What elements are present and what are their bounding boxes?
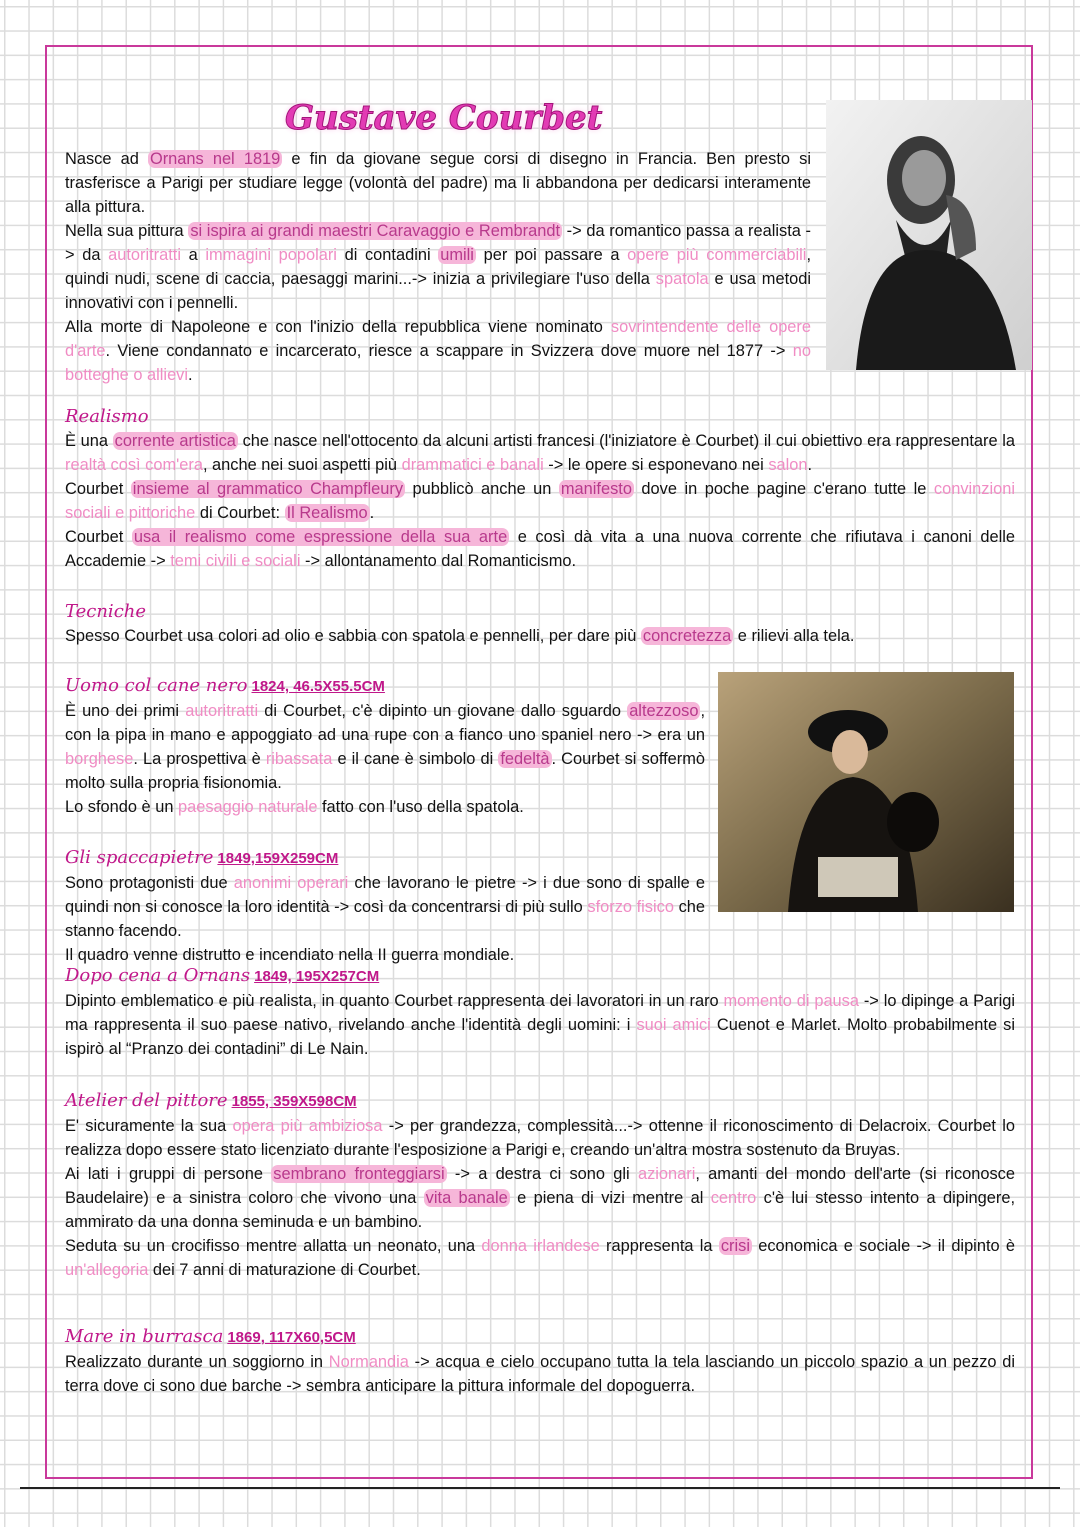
section-heading bbox=[65, 600, 1015, 624]
body-text: e rilievi alla tela. bbox=[733, 627, 855, 645]
pink-keyword: autoritratti bbox=[185, 702, 259, 720]
body-text: economica e sociale -> il dipinto è bbox=[751, 1237, 1016, 1255]
paragraph bbox=[65, 871, 705, 943]
body-text: -> allontanamento dal Romanticismo. bbox=[300, 552, 577, 570]
body-text: Sono protagonisti due bbox=[65, 874, 234, 892]
artwork-date-size: 1849,159X259CM bbox=[217, 850, 339, 867]
pink-keyword: salon bbox=[768, 456, 808, 474]
body-text: Seduta su un crocifisso mentre allatta un neonato, una bbox=[65, 1237, 482, 1255]
section-title: Mare in burrasca bbox=[65, 1326, 224, 1347]
artwork-date-size: 1849, 195X257CM bbox=[254, 968, 380, 985]
body-text: È una bbox=[65, 432, 113, 450]
highlighted-text: manifesto bbox=[560, 480, 632, 498]
pink-keyword: immagini popolari bbox=[205, 246, 337, 264]
section-title: Tecniche bbox=[65, 601, 147, 622]
highlighted-text: usa il realismo come espressione della sua arte bbox=[133, 528, 508, 546]
pink-keyword: sovrintendente delle opere d'arte bbox=[65, 318, 811, 360]
body-text: a bbox=[180, 246, 206, 264]
body-text: c'è lui stesso intento a dipingere, ammirato da una donna seminuda e un bambino. bbox=[65, 1189, 1015, 1231]
pink-keyword: un'allegoria bbox=[65, 1261, 149, 1279]
section-heading bbox=[65, 964, 1015, 989]
highlighted-text: crisi bbox=[720, 1237, 750, 1255]
body-text: , quindi nudi, scene di caccia, paesaggi marini...-> inizia a privilegiare l'uso della bbox=[65, 246, 811, 288]
highlighted-text: corrente artistica bbox=[114, 432, 236, 450]
body-text: Spesso Courbet usa colori ad olio e sabbia con spatola e pennelli, per dare più bbox=[65, 627, 641, 645]
pink-keyword: realtà così com'era bbox=[65, 456, 203, 474]
paragraph bbox=[65, 989, 1015, 1061]
section-title: Realismo bbox=[65, 406, 149, 427]
pink-keyword: temi civili e sociali bbox=[170, 552, 301, 570]
body-text: Nella sua pittura bbox=[65, 222, 189, 240]
body-text: -> a destra ci sono gli bbox=[446, 1165, 638, 1183]
highlighted-text: vita banale bbox=[425, 1189, 508, 1207]
paragraph bbox=[65, 429, 1015, 477]
highlighted-text: altezzoso bbox=[629, 702, 699, 720]
pink-keyword: opera più ambiziosa bbox=[232, 1117, 383, 1135]
body-text: per poi passare a bbox=[475, 246, 628, 264]
body-text: . bbox=[369, 504, 375, 522]
pink-keyword: suoi amici bbox=[636, 1016, 711, 1034]
body-text: dei 7 anni di maturazione di Courbet. bbox=[148, 1261, 421, 1279]
body-text: . bbox=[807, 456, 813, 474]
body-text: e così dà vita a una nuova corrente che rifiutava i canoni delle Accademie -> bbox=[65, 528, 1015, 570]
pink-keyword: autoritratti bbox=[108, 246, 181, 264]
body-text: Alla morte di Napoleone e con l'inizio della repubblica viene nominato bbox=[65, 318, 611, 336]
artwork-date-size: 1869, 117X60,5CM bbox=[227, 1329, 356, 1346]
pink-keyword: Normandia bbox=[328, 1353, 409, 1371]
paragraph bbox=[65, 525, 1015, 573]
body-text: È uno dei primi bbox=[65, 702, 186, 720]
pink-keyword: azionari bbox=[637, 1165, 696, 1183]
section-heading bbox=[65, 674, 705, 699]
section-mare-in-burrasca bbox=[65, 1325, 1015, 1398]
section-title: Dopo cena a Ornans bbox=[65, 965, 251, 986]
body-text: di Courbet, c'è dipinto un giovane dallo sguardo bbox=[258, 702, 628, 720]
paragraph bbox=[65, 477, 1015, 525]
pink-keyword: no botteghe o allievi bbox=[65, 342, 811, 384]
pink-keyword: sforzo fisico bbox=[587, 898, 674, 916]
body-text: e fin da giovane segue corsi di disegno in Francia. Ben presto si trasferisce a Parigi per studiare legge (volontà del padre) ma li abbandona per dedicarsi interamente alla pittura. bbox=[65, 150, 811, 216]
artwork-date-size: 1824, 46.5X55.5CM bbox=[251, 678, 385, 695]
paragraph bbox=[65, 624, 1015, 648]
body-text: -> lo dipinge a Parigi ma rappresenta il suo paese nativo, rivelando anche l'identità degli uomini: i bbox=[65, 992, 1015, 1034]
body-text: Cuenot e Marlet. Molto probabilmente si ispirò al “Pranzo dei contadini” di Le Nain. bbox=[65, 1016, 1015, 1058]
pink-keyword: ribassata bbox=[265, 750, 333, 768]
body-text: di Courbet: bbox=[195, 504, 285, 522]
paragraph bbox=[65, 1162, 1015, 1234]
divider bbox=[20, 1487, 1060, 1489]
section-title: Gli spaccapietre bbox=[65, 847, 214, 868]
paragraph bbox=[65, 219, 811, 315]
body-text: . Viene condannato e incarcerato, riesce a scappare in Svizzera dove muore nel 1877 -> bbox=[105, 342, 793, 360]
section-heading bbox=[65, 1325, 1015, 1350]
section-heading bbox=[65, 405, 1015, 429]
paragraph bbox=[65, 1114, 1015, 1162]
body-text: -> le opere si esponevano nei bbox=[543, 456, 769, 474]
body-text: , con la pipa in mano e appoggiato ad una rupe con a fianco uno spaniel nero -> era un bbox=[65, 702, 705, 744]
courbet-portrait-image bbox=[826, 100, 1032, 370]
intro-section bbox=[65, 147, 811, 387]
pink-keyword: paesaggio naturale bbox=[178, 798, 318, 816]
pink-keyword: opere più commerciabili bbox=[627, 246, 807, 264]
body-text: che stanno facendo. bbox=[65, 898, 706, 940]
highlighted-text: umili bbox=[440, 246, 474, 264]
uomo-col-cane-nero-painting bbox=[718, 672, 1014, 912]
body-text: -> per grandezza, complessità...-> ottenne il riconoscimento di Delacroix. Courbet lo realizza dopo essere stato licenziato durante l'esposizione a Parigi e, creando un'altra mostra sostenuto da Bruyas. bbox=[65, 1117, 1015, 1159]
pink-keyword: donna irlandese bbox=[481, 1237, 600, 1255]
body-text: Courbet bbox=[65, 528, 132, 546]
body-text: . Courbet si soffermò molto sulla propria fisionomia. bbox=[65, 750, 705, 792]
body-text: fatto con l'uso della spatola. bbox=[317, 798, 524, 816]
section-gli-spaccapietre bbox=[65, 846, 705, 967]
paragraph bbox=[65, 1234, 1015, 1282]
section-dopo-cena-a-ornans bbox=[65, 964, 1015, 1061]
body-text: che lavorano le pietre -> i due sono di spalle e quindi non si conosce la loro identità -> così da concentrarsi di più sullo bbox=[65, 874, 705, 916]
body-text: Lo sfondo è un bbox=[65, 798, 179, 816]
highlighted-text: si ispira ai grandi maestri Caravaggio e Rembrandt bbox=[190, 222, 560, 240]
body-text: e piena di vizi mentre al bbox=[509, 1189, 711, 1207]
section-heading bbox=[65, 1089, 1015, 1114]
body-text: Realizzato durante un soggiorno in bbox=[65, 1353, 329, 1371]
body-text: Ai lati i gruppi di persone bbox=[65, 1165, 272, 1183]
body-text: rappresenta la bbox=[599, 1237, 719, 1255]
highlighted-text: concretezza bbox=[642, 627, 732, 645]
pink-keyword: anonimi operari bbox=[233, 874, 349, 892]
paragraph bbox=[65, 699, 705, 795]
highlighted-text: sembrano fronteggiarsi bbox=[273, 1165, 445, 1183]
section-tecniche bbox=[65, 600, 1015, 648]
highlighted-text: insieme al grammatico Champfleury bbox=[132, 480, 404, 498]
pink-keyword: momento di pausa bbox=[723, 992, 859, 1010]
body-text: . bbox=[188, 366, 193, 384]
artwork-date-size: 1855, 359X598CM bbox=[231, 1093, 357, 1110]
body-text: , anche nei suoi aspetti più bbox=[202, 456, 402, 474]
body-text: e il cane è simbolo di bbox=[332, 750, 499, 768]
body-text: Courbet bbox=[65, 480, 131, 498]
body-text: Dipinto emblematico e più realista, in quanto Courbet rappresenta dei lavoratori in un raro bbox=[65, 992, 724, 1010]
pink-keyword: drammatici e banali bbox=[401, 456, 544, 474]
body-text: -> acqua e cielo occupano tutta la tela lasciando un piccolo spazio a un pezzo di terra dove ci sono due barche -> sembra anticipare la pittura informale del dopoguerra. bbox=[65, 1353, 1015, 1395]
highlighted-text: Il Realismo bbox=[286, 504, 368, 522]
paragraph bbox=[65, 795, 705, 819]
pink-keyword: spatola bbox=[655, 270, 709, 288]
section-atelier-del-pittore bbox=[65, 1089, 1015, 1282]
section-uomo-col-cane-nero bbox=[65, 674, 705, 819]
section-heading bbox=[65, 846, 705, 871]
body-text: e usa metodi innovativi con i pennelli. bbox=[65, 270, 812, 312]
paragraph bbox=[65, 315, 811, 387]
body-text: pubblicò anche un bbox=[405, 480, 559, 498]
section-realismo bbox=[65, 405, 1015, 573]
highlighted-text: fedeltà bbox=[500, 750, 550, 768]
body-text: dove in poche pagine c'erano tutte le bbox=[633, 480, 934, 498]
paragraph bbox=[65, 147, 811, 219]
body-text: -> da romantico passa a realista -> da bbox=[65, 222, 811, 264]
paragraph bbox=[65, 1350, 1015, 1398]
body-text: di contadini bbox=[336, 246, 439, 264]
body-text: Nasce ad bbox=[65, 150, 148, 168]
pink-keyword: convinzioni sociali e pittoriche bbox=[65, 480, 1015, 522]
pink-keyword: borghese bbox=[65, 750, 134, 768]
highlighted-text: Ornans nel 1819 bbox=[149, 150, 281, 168]
section-title: Atelier del pittore bbox=[65, 1090, 228, 1111]
body-text: E' sicuramente la sua bbox=[65, 1117, 233, 1135]
pink-keyword: centro bbox=[710, 1189, 757, 1207]
body-text: . La prospettiva è bbox=[133, 750, 266, 768]
page-title: Gustave Courbet bbox=[285, 98, 603, 138]
body-text: che nasce nell'ottocento da alcuni artisti francesi (l'iniziatore è Courbet) il cui obiettivo era rappresentare la bbox=[237, 432, 1016, 450]
body-text: Il quadro venne distrutto e incendiato nella II guerra mondiale. bbox=[65, 946, 515, 964]
body-text: , amanti del mondo dell'arte (si riconosce Baudelaire) e a sinistra coloro che vivono una bbox=[65, 1165, 1015, 1207]
section-title: Uomo col cane nero bbox=[65, 675, 248, 696]
